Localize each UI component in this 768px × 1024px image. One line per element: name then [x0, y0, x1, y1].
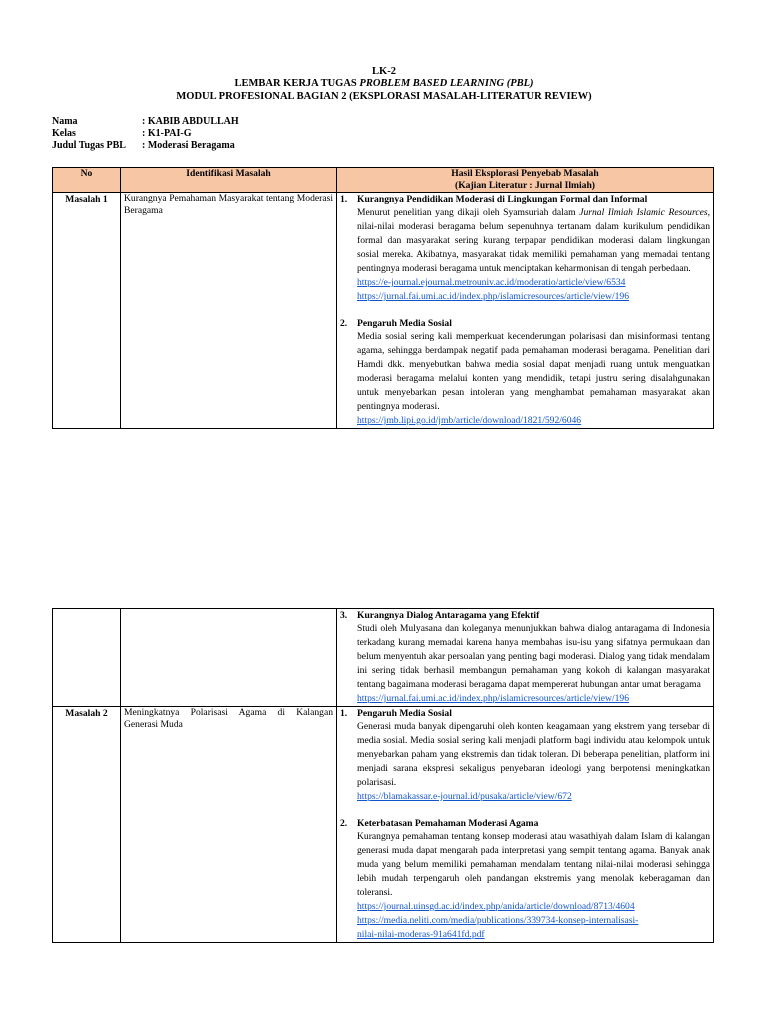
reference-link[interactable]: https://jurnal.fai.umi.ac.id/index.php/islamicresources/article/view/196 [357, 291, 630, 302]
meta-key: Nama [52, 116, 78, 127]
table-row-masalah-1 [53, 193, 714, 429]
meta-row-kelas [52, 128, 239, 140]
problem-identification: Kurangnya Pemahaman Masyarakat tentang Moderasi Beragama [121, 193, 337, 429]
exploration-results [337, 193, 714, 429]
item-number: 2. [340, 818, 348, 829]
reference-link[interactable]: https://jmb.lipi.go.id/jmb/article/download/1821/592/6046 [357, 415, 582, 426]
meta-row-nama [52, 116, 239, 128]
item-title: Keterbatasan Pemahaman Moderasi Agama [357, 818, 539, 829]
item-number: 2. [340, 318, 348, 329]
exploration-results [337, 707, 714, 943]
item-title: Pengaruh Media Sosial [357, 318, 452, 329]
document-subtitle: MODUL PROFESIONAL BAGIAN 2 (EKSPLORASI MASALAH-LITERATUR REVIEW) [176, 91, 592, 102]
item-title: Pengaruh Media Sosial [357, 708, 452, 719]
item-text: Kurangnya pemahaman tentang konsep moderasi atau wasathiyah dalam Islam di kalangan generasi muda dapat mengarah pada interpretasi yang sempit tentang agama. Banyak anak muda yang belum memiliki pemahaman mendalam tentang nilai-nilai moderasi sehingga lebih mudah terpengaruh oleh pandangan ekstremis yang menolak keberagaman dan toleransi. [357, 831, 710, 898]
result-item [340, 707, 710, 817]
meta-row-judul [52, 140, 239, 152]
table-row-continuation [53, 609, 714, 707]
header-hasil-line2: (Kajian Literatur : Jurnal Ilmiah) [455, 180, 595, 191]
item-number: 3. [340, 610, 348, 621]
identity-block [52, 116, 239, 152]
reference-link[interactable]: https://media.neliti.com/media/publications/339734-konsep-internalisasi- [357, 915, 639, 926]
item-number: 1. [340, 708, 348, 719]
table-row-masalah-2 [53, 707, 714, 943]
row-number-empty [53, 609, 121, 707]
title-italic: PROBLEM BASED LEARNING (PBL) [359, 78, 534, 89]
item-text: Generasi muda banyak dipengaruhi oleh konten keagamaan yang ekstrem yang tersebar di media sosial. Media sosial sering kali menjadi platform bagi individu atau kelompok untuk menyebarkan paham yang ekstremis dan tidak toleran. Di beberapa penelitian, platform ini menjadi sarana ekspresi sekaligus penyebaran ideologi yang berpotensi meningkatkan polarisasi. [357, 721, 710, 788]
meta-key: Kelas [52, 128, 76, 139]
exploration-results [337, 609, 714, 707]
result-item [340, 817, 710, 942]
meta-value: : Moderasi Beragama [142, 140, 235, 151]
result-item [340, 193, 710, 317]
document-code: LK-2 [372, 66, 396, 77]
item-text: Studi oleh Mulyasana dan koleganya menunjukkan bahwa dialog antaragama di Indonesia terkadang kurang memadai karena hanya membahas isu-isu yang sifatnya permukaan dan belum menyentuh akar persoalan yang penting bagi moderasi. Dialog yang tidak mendalam ini sering tidak berhasil membangun pemahaman yang kokoh di kalangan masyarakat tentang bagaimana moderasi beragama dapat mempererat hubungan antar umat beragama [357, 623, 710, 690]
document-title [0, 78, 768, 90]
header-hasil-line1: Hasil Eksplorasi Penyebab Masalah [451, 168, 599, 179]
result-item [340, 317, 710, 428]
header-no: No [53, 168, 121, 193]
row-number: Masalah 1 [53, 193, 121, 429]
table-header-row [53, 168, 714, 193]
item-number: 1. [340, 194, 348, 205]
item-title: Kurangnya Pendidikan Moderasi di Lingkungan Formal dan Informal [357, 194, 648, 205]
header-identifikasi: Identifikasi Masalah [121, 168, 337, 193]
reference-link[interactable]: https://blamakassar.e-journal.id/pusaka/article/view/672 [357, 791, 572, 802]
row-number: Masalah 2 [53, 707, 121, 943]
meta-value: : K1-PAI-G [142, 128, 192, 139]
result-item [340, 609, 710, 706]
reference-link[interactable]: https://jurnal.fai.umi.ac.id/index.php/islamicresources/article/view/196 [357, 693, 630, 704]
item-title: Kurangnya Dialog Antaragama yang Efektif [357, 610, 540, 621]
pbl-table-page-2 [52, 608, 714, 943]
problem-identification-empty [121, 609, 337, 707]
reference-link[interactable]: nilai-nilai-moderas-91a641fd.pdf [357, 929, 485, 940]
problem-identification: Meningkatnya Polarisasi Agama di Kalangan Generasi Muda [121, 707, 337, 943]
meta-value: : KABIB ABDULLAH [142, 116, 239, 127]
meta-key: Judul Tugas PBL [52, 140, 126, 151]
pbl-table-page-1 [52, 167, 714, 429]
header-hasil [337, 168, 714, 193]
reference-link[interactable]: https://journal.uinsgd.ac.id/index.php/anida/article/download/8713/4604 [357, 901, 635, 912]
item-text: Menurut penelitian yang dikaji oleh Syamsuriah dalam Jurnal Ilmiah Islamic Resources, nilai-nilai moderasi beragama belum sepenuhnya tertanam dalam kurikulum pendidikan formal dan masyarakat sering kurang terpapar pendidikan moderasi dalam lingkungan sosial mereka. Akibatnya, masyarakat tidak memiliki pemahaman yang memadai tentang pentingnya moderasi beragama untuk menciptakan keharmonisan di tengah perbedaan. [357, 207, 710, 274]
title-prefix: LEMBAR KERJA TUGAS [234, 78, 360, 89]
item-text: Media sosial sering kali memperkuat kecenderungan polarisasi dan misinformasi tentang agama, sehingga berdampak negatif pada pemahaman moderasi beragama. Penelitian dari Hamdi dkk. menyebutkan bahwa media sosial dapat menjadi ruang untuk menguatkan moderasi beragama melalui konten yang mendidik, tetapi justru sering disalahgunakan untuk menyebarkan pesan intoleran yang menghambat pemahaman masyarakat akan pentingnya moderasi. [357, 331, 710, 412]
reference-link[interactable]: https://e-journal.ejournal.metrouniv.ac.id/moderatio/article/view/6534 [357, 277, 626, 288]
